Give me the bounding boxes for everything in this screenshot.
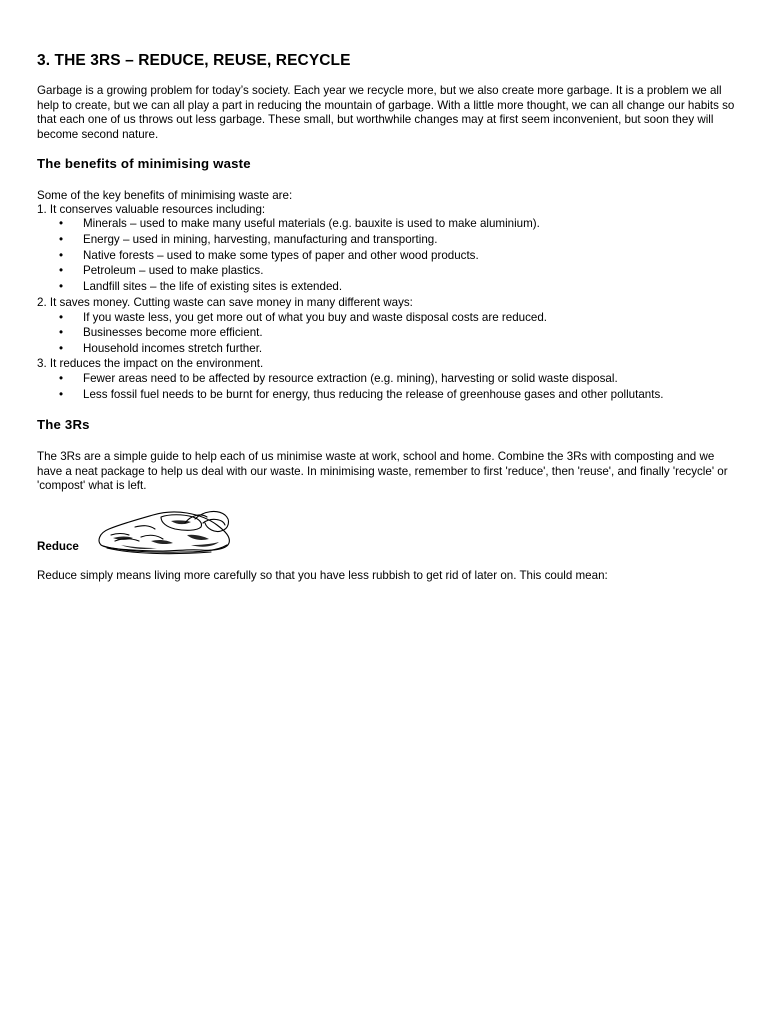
list-item-text: Petroleum – used to make plastics. <box>83 264 264 277</box>
list-item-text: Minerals – used to make many useful materials (e.g. bauxite is used to make aluminium). <box>83 217 540 230</box>
list-item-text: Household incomes stretch further. <box>83 342 263 355</box>
bullet-icon: • <box>59 388 64 401</box>
benefits-lead: Some of the key benefits of minimising waste are: <box>37 189 293 202</box>
three-rs-paragraph: The 3Rs are a simple guide to help each of us minimise waste at work, school and home. Combine the 3Rs with composting and we have a neat package to help us deal with our waste. In minimising waste, remember to first 'reduce', then 'reuse', and finally 'recycle' or 'compost' what is left. <box>37 450 728 493</box>
benefit-point-3: 3. It reduces the impact on the environment. <box>37 357 264 370</box>
bullet-icon: • <box>59 326 64 339</box>
benefit-point-1: 1. It conserves valuable resources including: <box>37 203 266 216</box>
bullet-icon: • <box>59 217 64 230</box>
list-item-text: Landfill sites – the life of existing sites is extended. <box>83 280 343 293</box>
bullet-icon: • <box>59 342 64 355</box>
old-shoe-illustration <box>91 505 241 557</box>
intro-paragraph: Garbage is a growing problem for today’s society. Each year we recycle more, but we also create more garbage. It is a problem we all help to create, but we can all play a part in reducing the mountain of garbage. With a little more thought, we can all change our habits so that each one of us throws out less garbage. These small, but worthwhile changes may at first seem inconvenient, but soon they will become second nature. <box>37 84 735 141</box>
bullet-icon: • <box>59 280 64 293</box>
three-rs-heading: The 3Rs <box>37 417 90 432</box>
list-item-text: If you waste less, you get more out of what you buy and waste disposal costs are reduced. <box>83 311 548 324</box>
bullet-icon: • <box>59 233 64 246</box>
reduce-heading: Reduce <box>37 540 79 553</box>
page-title: 3. THE 3RS – REDUCE, REUSE, RECYCLE <box>37 52 351 69</box>
benefits-heading: The benefits of minimising waste <box>37 156 251 171</box>
list-item-text: Native forests – used to make some types of paper and other wood products. <box>83 249 479 262</box>
list-item-text: Businesses become more efficient. <box>83 326 263 339</box>
list-item-text: Less fossil fuel needs to be burnt for energy, thus reducing the release of greenhouse gases and other pollutants. <box>83 388 664 401</box>
benefit-point-2: 2. It saves money. Cutting waste can save money in many different ways: <box>37 296 413 309</box>
bullet-icon: • <box>59 249 64 262</box>
reduce-paragraph: Reduce simply means living more carefully so that you have less rubbish to get rid of later on. This could mean: <box>37 569 608 582</box>
bullet-icon: • <box>59 372 64 385</box>
list-item-text: Energy – used in mining, harvesting, manufacturing and transporting. <box>83 233 438 246</box>
bullet-icon: • <box>59 311 64 324</box>
list-item-text: Fewer areas need to be affected by resource extraction (e.g. mining), harvesting or solid waste disposal. <box>83 372 618 385</box>
bullet-icon: • <box>59 264 64 277</box>
